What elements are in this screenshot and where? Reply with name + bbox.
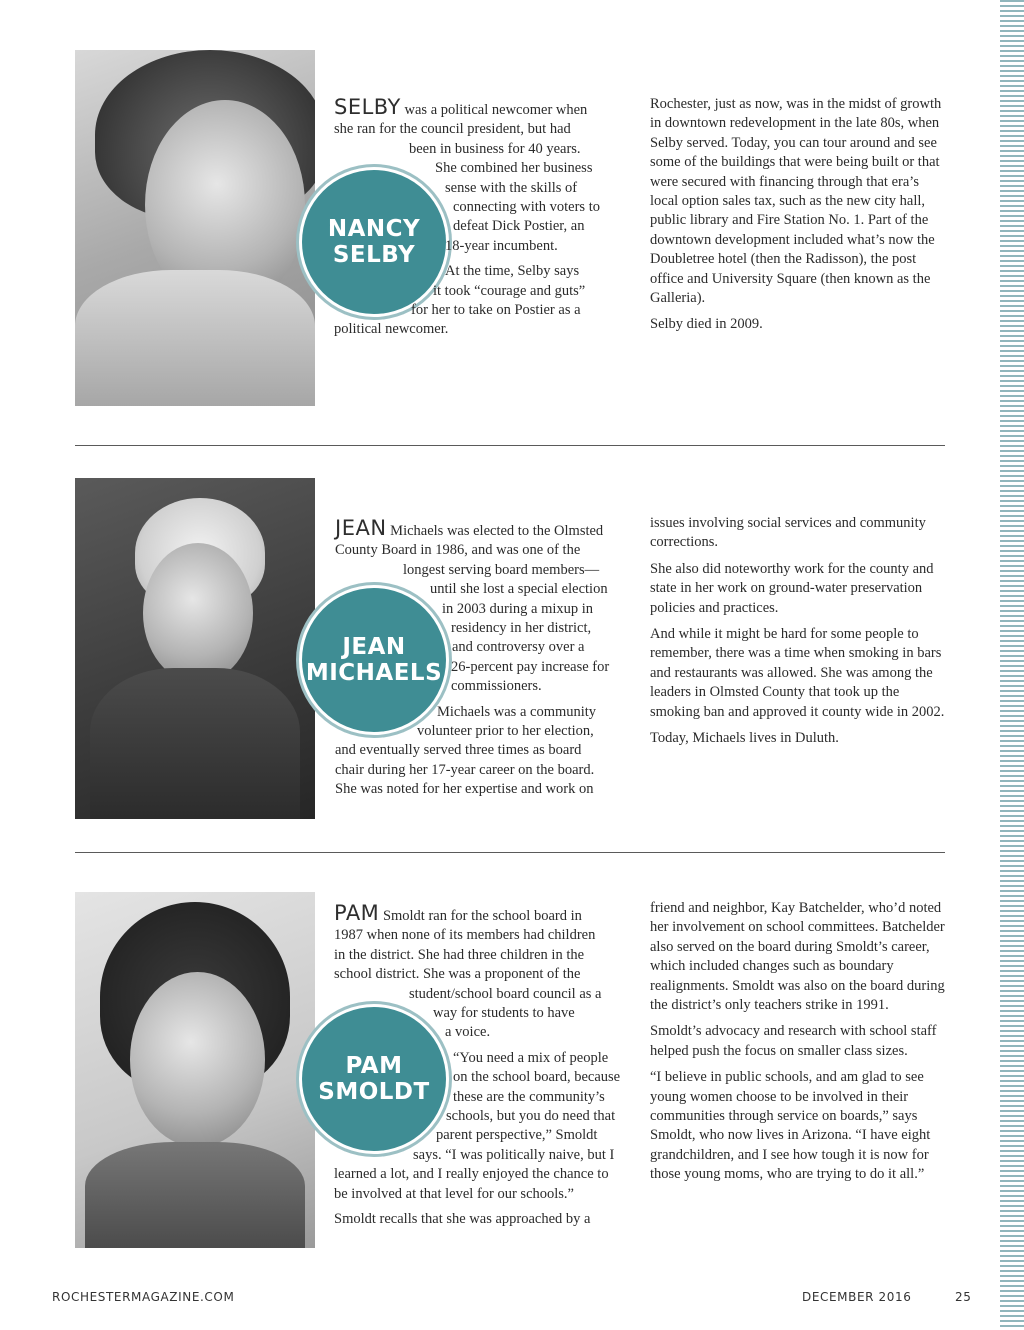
name-badge: NANCY SELBY [302, 170, 446, 314]
footer-issue-date: DECEMBER 2016 [802, 1290, 912, 1304]
lead-name: JEAN [335, 516, 387, 540]
name-badge: PAM SMOLDT [302, 1007, 446, 1151]
column-2-text: issues involving social services and community corrections. She also did noteworthy work for the county and state in her work on ground-water preservation policies and practices. And while it might be hard for some people to remember, there was a time when smoking in bars and restaurants was allowed. She was among the leaders in Olmsted County that took up the smoking ban and approved it county wide in 2002. Today, Michaels lives in Duluth. [650, 515, 945, 747]
column-1-text: PAM Smoldt ran for the school board in 1987 when none of its members had children in the district. She had three children in the school district. She was a proponent of the student/school board council as a way for students to have a voice. “You need a mix of people on the school board, because these are the community’s schools, but you do need that parent perspective,” Smoldt says. “I was politically naive, but I learned a lot, and I really enjoyed the chance to be involved at that level for our schools.” Smoldt recalls that she was approached by a [334, 901, 621, 1228]
footer-site: ROCHESTERMAGAZINE.COM [52, 1290, 235, 1304]
portrait-photo [75, 892, 315, 1248]
portrait-photo [75, 478, 315, 819]
column-1-text: SELBY was a political newcomer when she ran for the council president, but had been in business for 40 years. She combined her business sense with the skills of connecting with voters to defeat Dick Postier, an 18-year incumbent. At the time, Selby says it took “courage and guts” for her to take on Postier as a political newcomer. [334, 95, 600, 338]
name-badge: JEAN MICHAELS [302, 588, 446, 732]
decorative-stripe-border [1000, 0, 1024, 1330]
column-2-text: Rochester, just as now, was in the midst of growth in downtown redevelopment in the late 80s, when Selby served. Today, you can tour around and see some of the buildings that were being built or that were secured with financing through that era’s local option sales tax, such as the new city hall, public library and Fire Station No. 1. Part of the downtown development included what’s now the Doubletree hotel (then the Radisson), the post office and University Square (then known as the Galleria). Selby died in 2009. [650, 96, 942, 333]
column-2-text: friend and neighbor, Kay Batchelder, who’d noted her involvement on school committees. Batchelder also served on the board during Smoldt’s career, which included changes such as boundary realignments. Smoldt was also on the board during the district’s only teachers strike in 1991. Smoldt’s advocacy and research with school staff helped push the focus on smaller class sizes. “I believe in public schools, and am glad to see young women choose to be involved in their communities through service on boards,” says Smoldt, who now lives in Arizona. “I have eight grandchildren, and I see how tough it is now for those young moms, who are trying to do it all.” [650, 900, 945, 1183]
lead-name: PAM [334, 901, 380, 925]
page-number: 25 [955, 1290, 972, 1304]
column-1-text: JEAN Michaels was elected to the Olmsted County Board in 1986, and was one of the longest serving board members— until she lost a special election in 2003 during a mixup in residency in her district, and controversy over a 26-percent pay increase for commissioners. Michaels was a community volunteer prior to her election, and eventually served three times as board chair during her 17-year career on the board. She was noted for her expertise and work on [335, 516, 610, 798]
lead-name: SELBY [334, 95, 401, 119]
section-divider [75, 445, 945, 446]
section-divider [75, 852, 945, 853]
portrait-photo [75, 50, 315, 406]
